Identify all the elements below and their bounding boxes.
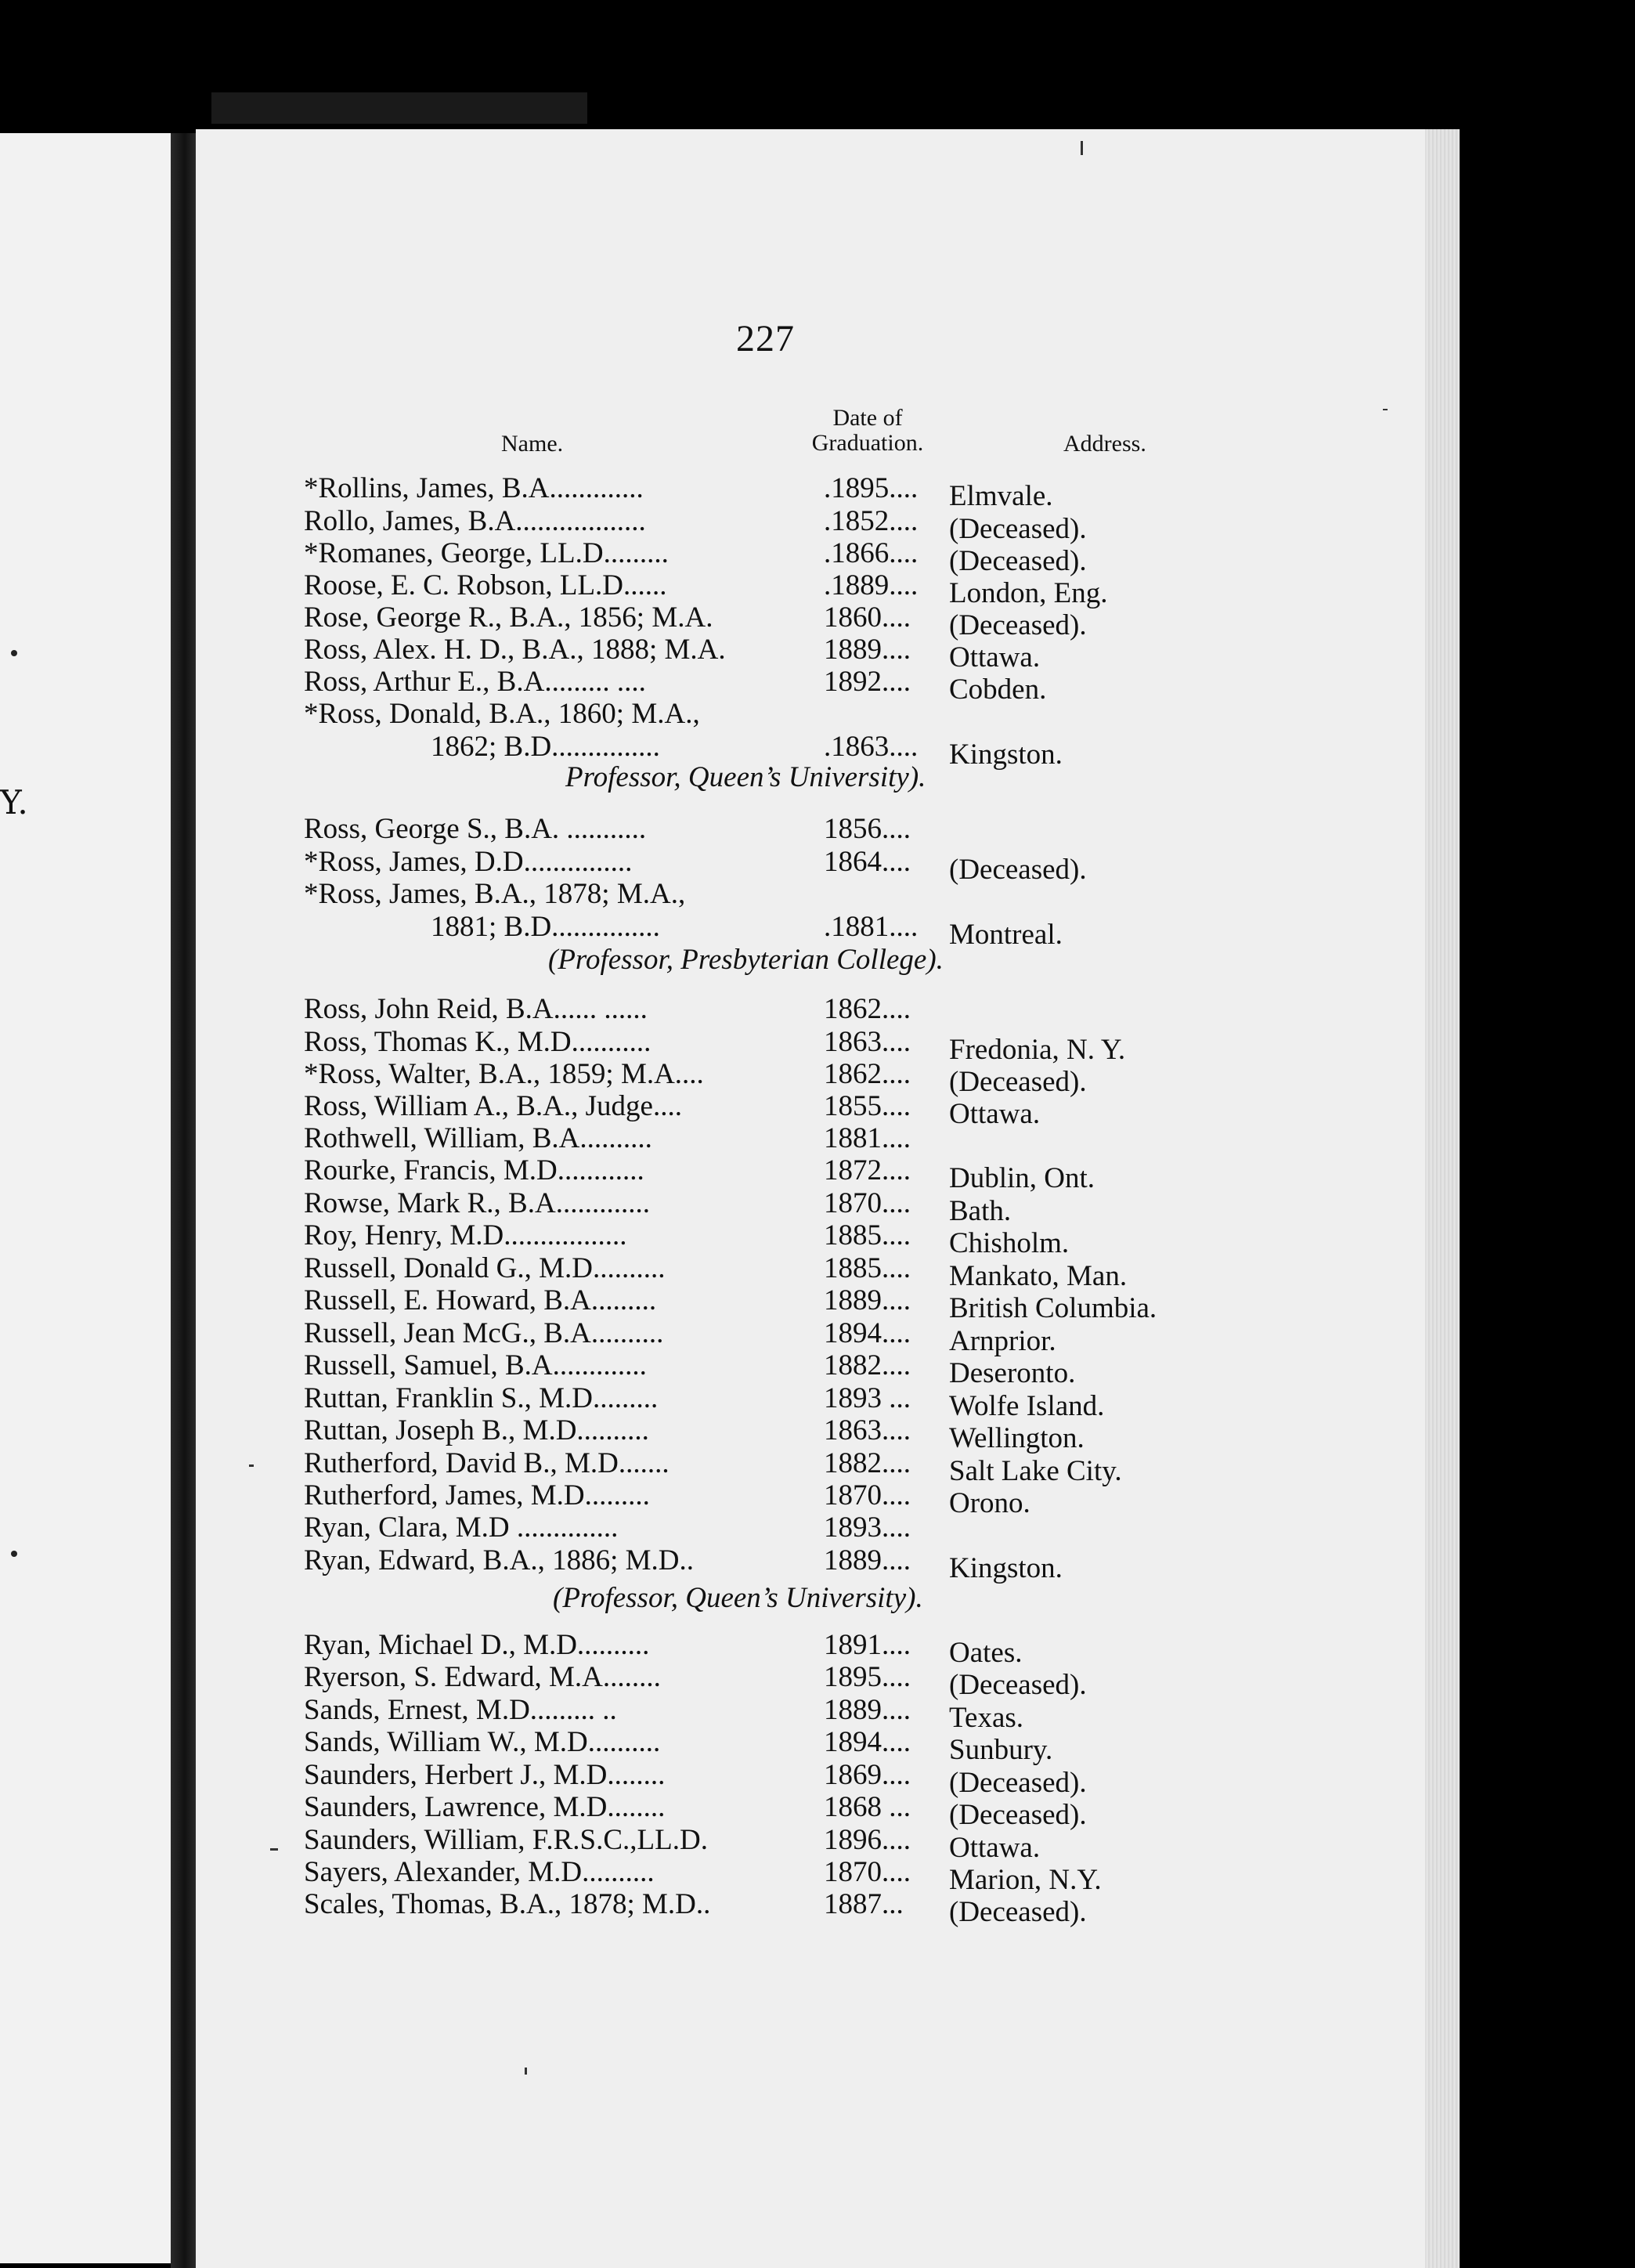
graduation-year: .1889.... bbox=[824, 569, 919, 601]
list-item bbox=[304, 1856, 1102, 1896]
graduate-address: Montreal. bbox=[949, 919, 1063, 951]
graduate-name: Rourke, Francis, M.D............ bbox=[304, 1154, 644, 1186]
graduation-year: .1895.... bbox=[824, 472, 919, 504]
column-header-name: Name. bbox=[501, 431, 564, 457]
list-item bbox=[304, 1726, 1053, 1766]
graduation-year: 1860.... bbox=[824, 601, 911, 634]
graduate-name: *Ross, James, B.A., 1878; M.A., bbox=[304, 878, 686, 910]
graduate-name: Russell, Donald G., M.D.......... bbox=[304, 1252, 666, 1284]
list-item bbox=[304, 634, 1041, 674]
list-item bbox=[304, 1511, 949, 1544]
list-item bbox=[304, 1888, 1087, 1928]
graduate-address: (Deceased). bbox=[949, 1669, 1087, 1701]
graduation-year: 1855.... bbox=[824, 1090, 911, 1122]
graduate-address: (Deceased). bbox=[949, 609, 1087, 641]
graduate-name: Rollo, James, B.A.................. bbox=[304, 505, 646, 537]
graduation-year: .1881.... bbox=[824, 911, 919, 943]
graduation-year: 1885.... bbox=[824, 1252, 911, 1284]
list-item bbox=[304, 601, 1087, 641]
graduate-name: Rothwell, William, B.A.......... bbox=[304, 1122, 652, 1154]
list-item bbox=[304, 1447, 1122, 1487]
graduate-name: Ruttan, Joseph B., M.D.......... bbox=[304, 1414, 649, 1446]
graduate-name: *Ross, James, D.D............... bbox=[304, 846, 633, 878]
graduation-year: 1872.... bbox=[824, 1154, 911, 1186]
graduate-address: (Deceased). bbox=[949, 513, 1087, 545]
list-item bbox=[304, 993, 949, 1026]
graduate-address: Cobden. bbox=[949, 674, 1047, 706]
graduation-year: 1894.... bbox=[824, 1317, 911, 1349]
graduate-address: Texas. bbox=[949, 1702, 1024, 1734]
graduate-address: Elmvale. bbox=[949, 480, 1053, 512]
graduation-year: .1852.... bbox=[824, 505, 919, 537]
graduate-name: Scales, Thomas, B.A., 1878; M.D.. bbox=[304, 1888, 711, 1920]
list-item bbox=[304, 731, 1063, 771]
graduation-year: 1864.... bbox=[824, 846, 911, 878]
column-header-address: Address. bbox=[1063, 431, 1146, 457]
graduation-year: 1889.... bbox=[824, 634, 911, 666]
graduate-address: Kingston. bbox=[949, 1552, 1063, 1584]
graduation-year: 1891.... bbox=[824, 1629, 911, 1661]
list-item bbox=[304, 1382, 1105, 1422]
list-item bbox=[304, 1026, 1126, 1066]
graduation-year: 1870.... bbox=[824, 1479, 911, 1511]
list-item bbox=[304, 505, 1087, 545]
graduate-address: Bath. bbox=[949, 1195, 1012, 1227]
graduation-year: 1896.... bbox=[824, 1824, 911, 1856]
graduation-year: 1889.... bbox=[824, 1544, 911, 1576]
graduate-address: Deseronto. bbox=[949, 1357, 1076, 1389]
graduate-address: Chisholm. bbox=[949, 1227, 1070, 1259]
graduate-address: Wellington. bbox=[949, 1422, 1085, 1454]
graduate-name: Russell, E. Howard, B.A......... bbox=[304, 1284, 657, 1316]
graduation-year: 1894.... bbox=[824, 1726, 911, 1758]
graduate-address: (Deceased). bbox=[949, 1896, 1087, 1928]
graduate-address: Mankato, Man. bbox=[949, 1260, 1128, 1292]
graduate-name: Ryan, Edward, B.A., 1886; M.D.. bbox=[304, 1544, 694, 1576]
graduation-year: 1882.... bbox=[824, 1447, 911, 1479]
graduate-name: Ross, John Reid, B.A...... ...... bbox=[304, 993, 648, 1025]
graduate-address: Sunbury. bbox=[949, 1734, 1053, 1766]
page-number: 227 bbox=[736, 318, 795, 359]
list-item bbox=[304, 1122, 949, 1155]
list-item bbox=[304, 1252, 1128, 1292]
graduate-address: Oates. bbox=[949, 1637, 1023, 1669]
graduate-name: *Ross, Walter, B.A., 1859; M.A.... bbox=[304, 1058, 704, 1090]
graduate-name: *Romanes, George, LL.D......... bbox=[304, 537, 669, 569]
graduation-year: 1870.... bbox=[824, 1187, 911, 1219]
graduate-name: Ross, William A., B.A., Judge.... bbox=[304, 1090, 682, 1122]
list-item bbox=[304, 1187, 1012, 1227]
list-item bbox=[304, 1824, 1041, 1864]
graduate-address: Fredonia, N. Y. bbox=[949, 1034, 1126, 1066]
graduate-name: *Rollins, James, B.A............. bbox=[304, 472, 644, 504]
note-professor-presbyterian: (Professor, Presbyterian College). bbox=[548, 944, 944, 976]
graduate-address: Dublin, Ont. bbox=[949, 1162, 1095, 1194]
graduate-address: Ottawa. bbox=[949, 1098, 1041, 1130]
graduate-address: (Deceased). bbox=[949, 1066, 1087, 1098]
graduate-name: Russell, Samuel, B.A............. bbox=[304, 1349, 647, 1381]
graduate-name: Saunders, Lawrence, M.D........ bbox=[304, 1791, 666, 1823]
graduate-address: (Deceased). bbox=[949, 1799, 1087, 1831]
graduate-name: 1881; B.D............... bbox=[431, 911, 660, 943]
graduation-year: 1862.... bbox=[824, 1058, 911, 1090]
graduate-name: Sands, Ernest, M.D......... .. bbox=[304, 1694, 617, 1726]
graduation-year: 1893.... bbox=[824, 1511, 911, 1544]
graduate-name: Rutherford, James, M.D......... bbox=[304, 1479, 650, 1511]
graduate-address: Ottawa. bbox=[949, 641, 1041, 674]
graduate-name: Rutherford, David B., M.D....... bbox=[304, 1447, 670, 1479]
graduate-name: Ruttan, Franklin S., M.D......... bbox=[304, 1382, 659, 1414]
list-item bbox=[304, 878, 949, 911]
graduation-year: 1882.... bbox=[824, 1349, 911, 1381]
list-item bbox=[304, 537, 1087, 577]
graduation-year: 1889.... bbox=[824, 1694, 911, 1726]
list-item bbox=[304, 1284, 1157, 1324]
graduate-name: Roy, Henry, M.D................. bbox=[304, 1219, 627, 1251]
speck bbox=[525, 2068, 527, 2075]
graduate-name: *Ross, Donald, B.A., 1860; M.A., bbox=[304, 698, 700, 730]
graduation-year: 1887... bbox=[824, 1888, 904, 1920]
graduate-address: Orono. bbox=[949, 1487, 1030, 1519]
graduate-address: Marion, N.Y. bbox=[949, 1864, 1102, 1896]
graduation-year: 1881.... bbox=[824, 1122, 911, 1154]
graduate-name: Saunders, Herbert J., M.D........ bbox=[304, 1759, 666, 1791]
graduation-year: 1868 ... bbox=[824, 1791, 911, 1823]
list-item bbox=[304, 1791, 1087, 1831]
graduate-name: Sayers, Alexander, M.D.......... bbox=[304, 1856, 655, 1888]
graduate-address: Arnprior. bbox=[949, 1325, 1056, 1357]
graduate-address: (Deceased). bbox=[949, 545, 1087, 577]
graduate-address: Kingston. bbox=[949, 739, 1063, 771]
list-item bbox=[304, 1154, 1095, 1194]
graduation-year: 1862.... bbox=[824, 993, 911, 1025]
list-item bbox=[304, 666, 1047, 706]
graduation-year: 1895.... bbox=[824, 1661, 911, 1693]
graduate-address: British Columbia. bbox=[949, 1292, 1157, 1324]
list-item bbox=[304, 1317, 1056, 1357]
list-item bbox=[304, 698, 949, 731]
graduate-name: Rose, George R., B.A., 1856; M.A. bbox=[304, 601, 713, 634]
graduate-name: Ryan, Michael D., M.D.......... bbox=[304, 1629, 650, 1661]
graduation-year: .1863.... bbox=[824, 731, 919, 763]
list-item bbox=[304, 1349, 1076, 1389]
list-item bbox=[304, 569, 1108, 609]
graduate-address: London, Eng. bbox=[949, 577, 1108, 609]
graduate-name: Russell, Jean McG., B.A.......... bbox=[304, 1317, 664, 1349]
graduate-address: Ottawa. bbox=[949, 1832, 1041, 1864]
graduation-year: 1856.... bbox=[824, 813, 911, 845]
graduation-year: 1893 ... bbox=[824, 1382, 911, 1414]
graduate-address: Salt Lake City. bbox=[949, 1455, 1122, 1487]
graduate-address: (Deceased). bbox=[949, 1767, 1087, 1799]
graduate-name: Sands, William W., M.D.......... bbox=[304, 1726, 661, 1758]
graduate-address: Wolfe Island. bbox=[949, 1390, 1105, 1422]
graduate-address: (Deceased). bbox=[949, 854, 1087, 886]
list-item bbox=[304, 1090, 1041, 1130]
list-item bbox=[304, 1694, 1024, 1734]
list-item bbox=[304, 1058, 1087, 1098]
speck bbox=[270, 1848, 278, 1851]
graduate-name: Roose, E. C. Robson, LL.D...... bbox=[304, 569, 667, 601]
graduation-year: 1863.... bbox=[824, 1414, 911, 1446]
graduate-name: 1862; B.D............... bbox=[431, 731, 660, 763]
speck bbox=[1383, 409, 1388, 410]
graduation-year: .1866.... bbox=[824, 537, 919, 569]
graduate-name: Ryerson, S. Edward, M.A........ bbox=[304, 1661, 661, 1693]
speck bbox=[1081, 141, 1083, 155]
graduate-name: Ross, Alex. H. D., B.A., 1888; M.A. bbox=[304, 634, 726, 666]
list-item bbox=[304, 472, 1053, 512]
note-professor-queens-1: Professor, Queen’s University). bbox=[565, 761, 926, 793]
note-professor-queens-2: (Professor, Queen’s University). bbox=[553, 1582, 923, 1614]
graduate-name: Ross, Arthur E., B.A......... .... bbox=[304, 666, 646, 698]
graduation-year: 1869.... bbox=[824, 1759, 911, 1791]
list-item bbox=[304, 911, 1063, 951]
column-header-date-line2: Graduation. bbox=[811, 430, 924, 456]
list-item bbox=[304, 813, 949, 846]
graduation-year: 1892.... bbox=[824, 666, 911, 698]
list-item bbox=[304, 1414, 1085, 1454]
list-item bbox=[304, 1479, 1030, 1519]
graduation-year: 1863.... bbox=[824, 1026, 911, 1058]
previous-page-fragment: Y. bbox=[0, 783, 28, 822]
graduate-name: Saunders, William, F.R.S.C.,LL.D. bbox=[304, 1824, 708, 1856]
list-item bbox=[304, 1629, 1023, 1669]
speck bbox=[249, 1464, 254, 1467]
graduation-year: 1885.... bbox=[824, 1219, 911, 1251]
graduate-name: Ross, George S., B.A. ........... bbox=[304, 813, 647, 845]
list-item bbox=[304, 1661, 1087, 1701]
list-item bbox=[304, 1219, 1070, 1259]
graduate-name: Ross, Thomas K., M.D........... bbox=[304, 1026, 651, 1058]
list-item bbox=[304, 846, 1087, 886]
graduation-year: 1889.... bbox=[824, 1284, 911, 1316]
graduate-name: Rowse, Mark R., B.A............. bbox=[304, 1187, 650, 1219]
list-item bbox=[304, 1759, 1087, 1799]
list-item bbox=[304, 1544, 1063, 1584]
graduation-year: 1870.... bbox=[824, 1856, 911, 1888]
graduate-name: Ryan, Clara, M.D .............. bbox=[304, 1511, 619, 1544]
column-header-date-line1: Date of bbox=[832, 405, 903, 431]
